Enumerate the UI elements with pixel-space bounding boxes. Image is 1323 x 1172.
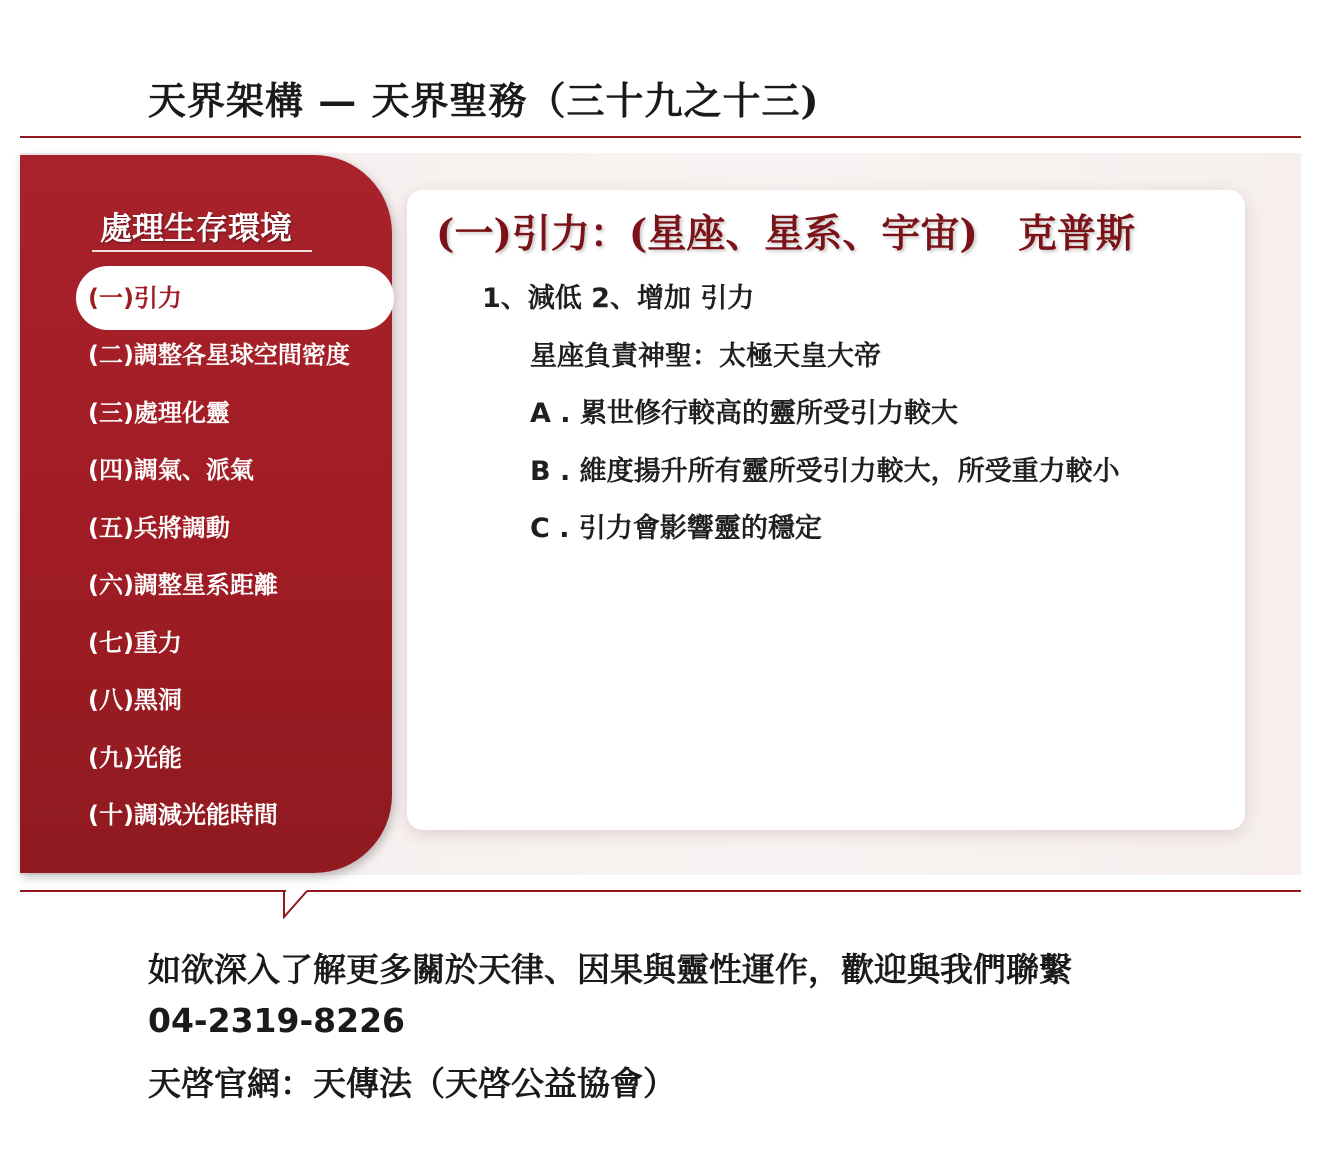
bottom-divider-left xyxy=(20,890,286,892)
content-title-text: (一)引力：(星座、星系、宇宙) xyxy=(436,211,978,257)
content-line-1: 1、減低 2、增加 引力 xyxy=(482,283,755,314)
content-author: 克普斯 xyxy=(1017,211,1135,257)
sidebar-item-galaxy-distance[interactable]: (六)調整星系距離 xyxy=(88,571,278,599)
content-line-5: C . 引力會影響靈的穩定 xyxy=(530,513,822,544)
sidebar-item-light-time[interactable]: (十)調減光能時間 xyxy=(88,801,278,829)
sidebar-item-spirit-transformation[interactable]: (三)處理化靈 xyxy=(88,399,230,427)
content-title xyxy=(436,203,1135,259)
sidebar-item-qi-dispatch[interactable]: (四)調氣、派氣 xyxy=(88,456,254,484)
sidebar-item-gravitation[interactable]: (一)引力 xyxy=(88,284,182,312)
page-title: 天界架構 — 天界聖務（三十九之十三) xyxy=(148,78,820,123)
footer-invite: 如欲深入了解更多關於天律、因果與靈性運作，歡迎與我們聯繫 xyxy=(148,950,1072,989)
top-divider xyxy=(20,136,1301,138)
sidebar-heading-underline xyxy=(92,250,312,252)
content-line-2: 星座負責神聖：太極天皇大帝 xyxy=(530,341,881,372)
content-line-3: A . 累世修行較高的靈所受引力較大 xyxy=(530,398,958,429)
sidebar-item-troop-deployment[interactable]: (五)兵將調動 xyxy=(88,514,230,542)
bottom-divider-right xyxy=(307,890,1301,892)
content-line-4: B . 維度揚升所有靈所受引力較大，所受重力較小 xyxy=(530,456,1120,487)
sidebar-heading: 處理生存環境 xyxy=(100,209,293,247)
footer-phone[interactable]: 04-2319-8226 xyxy=(148,1001,406,1040)
sidebar-item-light-energy[interactable]: (九)光能 xyxy=(88,744,182,772)
sidebar-item-planet-density[interactable]: (二)調整各星球空間密度 xyxy=(88,341,350,369)
footer-website[interactable]: 天啓官網：天傳法（天啓公益協會） xyxy=(148,1064,676,1103)
sidebar-item-gravity[interactable]: (七)重力 xyxy=(88,629,182,657)
sidebar-item-black-hole[interactable]: (八)黑洞 xyxy=(88,686,182,714)
speech-pointer-icon xyxy=(283,889,309,919)
